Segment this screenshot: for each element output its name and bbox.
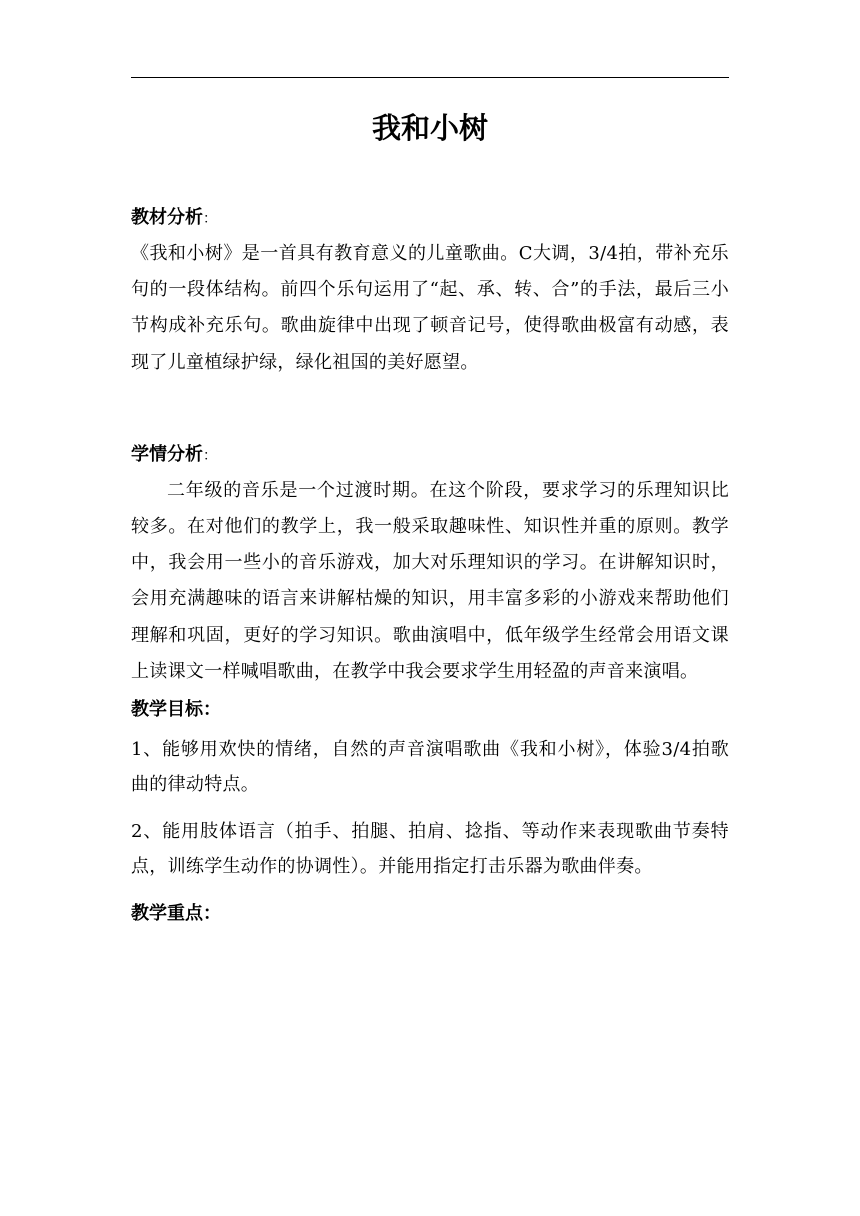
document-body (131, 200, 729, 932)
document-title: 我和小树 (371, 111, 488, 145)
material-analysis-heading-colon: ： (203, 211, 217, 227)
section-spacer (131, 381, 729, 437)
student-analysis-paragraph: 二年级的音乐是一个过渡时期。在这个阶段，要求学习的乐理知识比较多。在对他们的教学上，我一般采取趣味性、知识性并重的原则。教学中，我会用一些小的音乐游戏，加大对乐理知识的学习。在讲解知识时，会用充满趣味的语言来讲解枯燥的知识，用丰富多彩的小游戏来帮助他们理解和巩固，更好的学习知识。歌曲演唱中，低年级学生经常会用语文课上读课文一样喊唱歌曲，在教学中我会要求学生用轻盈的声音来演唱。 (131, 479, 729, 682)
header-rule (131, 77, 729, 78)
teaching-goal-item: 2、能用肢体语言（拍手、拍腿、拍肩、捻指、等动作来表现歌曲节奏特点，训练学生动作的协调性）。并能用指定打击乐器为歌曲伴奏。 (131, 821, 729, 878)
material-analysis-heading-text: 教材分析 (131, 207, 203, 228)
student-analysis-heading-text: 学情分析 (131, 443, 203, 465)
teaching-key-points-heading: 教学重点： (131, 903, 221, 925)
teaching-goal-item: 1、能够用欢快的情绪，自然的声音演唱歌曲《我和小树》，体验3/4拍歌曲的律动特点。 (131, 739, 729, 796)
material-analysis-heading (131, 200, 729, 236)
student-analysis-heading (131, 437, 729, 473)
material-analysis-paragraph: 《我和小树》是一首具有教育意义的儿童歌曲。C大调，3/4拍，带补充乐句的一段体结构。前四个乐句运用了“起、承、转、合”的手法，最后三小节构成补充乐句。歌曲旋律中出现了顿音记号，使得歌曲极富有动感，表现了儿童植绿护绿，绿化祖国的美好愿望。 (131, 243, 729, 373)
teaching-goals-heading: 教学目标： (131, 699, 221, 721)
student-analysis-heading-colon: ： (203, 447, 217, 464)
